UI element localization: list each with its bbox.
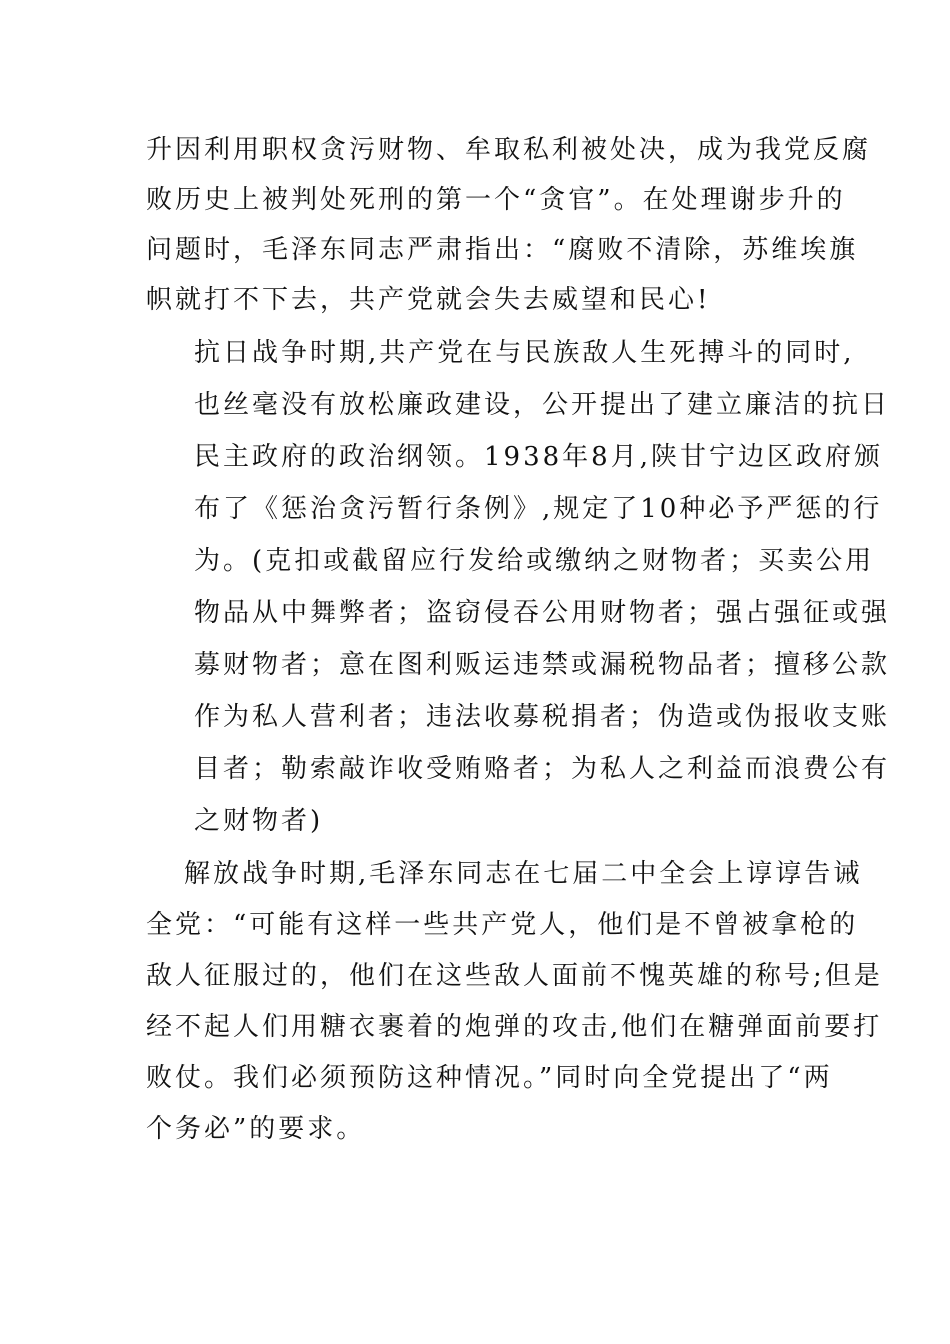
paragraph-line: 败仗。我们必须预防这种情况。”同时向全党提出了“两 [146,1063,833,1093]
paragraph-line: 抗日战争时期,共产党在与民族敌人生死搏斗的同时, [194,338,855,368]
paragraph-line: 目者；勒索敲诈收受贿赂者；为私人之利益而浪费公有 [194,754,891,784]
paragraph-line: 败历史上被判处死刑的第一个“贪官”。在处理谢步升的 [146,185,846,215]
paragraph-line: 作为私人营利者；违法收募税捐者；伪造或伪报收支账 [194,702,891,732]
paragraph-line: 布了《惩治贪污暂行条例》,规定了10种必予严惩的行 [194,494,883,524]
paragraph-line: 经不起人们用糖衣裹着的炮弹的攻击,他们在糖弹面前要打 [146,1012,883,1042]
paragraph-line: 升因利用职权贪污财物、牟取私利被处决，成为我党反腐 [146,135,872,165]
paragraph-line: 之财物者) [194,806,324,836]
paragraph-line: 敌人征服过的，他们在这些敌人面前不愧英雄的称号;但是 [146,961,883,991]
paragraph-line: 募财物者；意在图利贩运违禁或漏税物品者；擅移公款 [194,650,891,680]
paragraph-line: 问题时，毛泽东同志严肃指出：“腐败不清除，苏维埃旗 [146,235,859,265]
paragraph-line: 也丝毫没有放松廉政建设，公开提出了建立廉洁的抗日 [194,390,891,420]
paragraph-line: 全党：“可能有这样一些共产党人，他们是不曾被拿枪的 [146,910,859,940]
paragraph-line: 个务必”的要求。 [146,1114,366,1144]
paragraph-line: 解放战争时期,毛泽东同志在七届二中全会上谆谆告诫 [184,859,863,889]
paragraph-line: 物品从中舞弊者；盗窃侵吞公用财物者；强占强征或强 [194,598,891,628]
paragraph-line: 为。(克扣或截留应行发给或缴纳之财物者；买卖公用 [194,546,875,576]
paragraph-line: 帜就打不下去，共产党就会失去威望和民心! [146,285,711,315]
paragraph-line: 民主政府的政治纲领。1938年8月,陕甘宁边区政府颁 [194,442,883,472]
